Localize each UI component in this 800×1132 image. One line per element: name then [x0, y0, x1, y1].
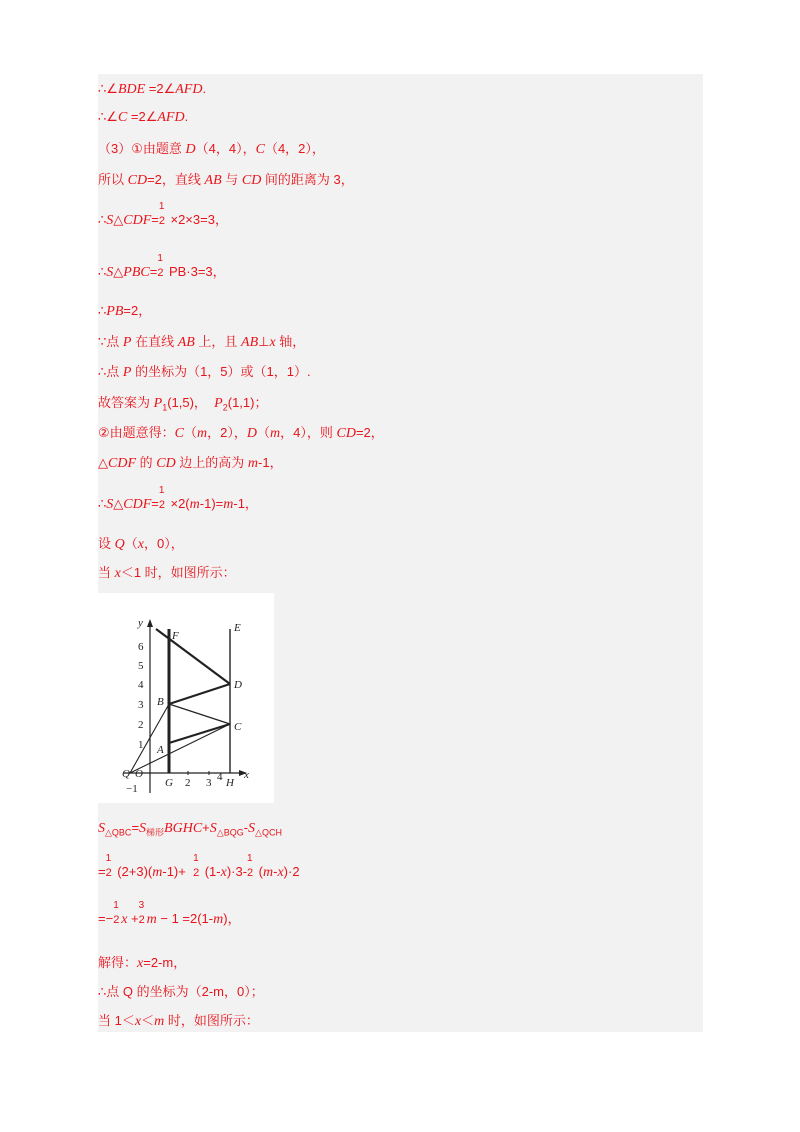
axis-label-y: y	[138, 617, 143, 629]
fraction-half: 1 2	[158, 201, 165, 227]
point-label-a: A	[157, 744, 164, 756]
point-label-h: H	[226, 777, 234, 789]
text-line-21: 当 1＜x＜m 时，如图所示：	[98, 1013, 259, 1029]
text-line-13: ∴S△CDF= 1 2 ×2(m-1)=m-1，	[98, 485, 258, 512]
x-tick-4: 4	[217, 771, 223, 783]
fraction-half: 1 2	[158, 485, 165, 511]
text-line-14: 设 Q（x，0），	[98, 536, 184, 552]
point-label-f: F	[172, 630, 179, 642]
y-tick-4: 4	[138, 679, 144, 691]
point-label-g: G	[165, 777, 173, 789]
text-line-7: ∴PB=2，	[98, 303, 152, 319]
y-tick-1: 1	[138, 739, 144, 751]
text-line-15: 当 x＜1 时，如图所示：	[98, 565, 236, 581]
text-line-12: △CDF 的 CD 边上的高为 m-1，	[98, 455, 283, 471]
text-line-20: ∴点 Q 的坐标为（2-m，0）；	[98, 984, 264, 999]
text-line-19: 解得：x=2-m，	[98, 955, 187, 971]
text-line-3: （3）①由题意 D（4，4），C（4，2），	[98, 141, 325, 157]
point-label-d: D	[234, 679, 242, 691]
fraction-half: 1 2	[113, 900, 120, 926]
text-line-16: $S_{\triangle QBC}=S_{梯形}BGHC+S_{\triangle BQG}-S_{\triangle QCH}$	[98, 820, 282, 838]
point-label-b: B	[157, 696, 164, 708]
text-line-18: =− 1 2 x + 3 2 m − 1 =2(1-m)，	[98, 900, 241, 927]
text-line-8: ∵点 P 在直线 AB 上，且 AB⊥x 轴，	[98, 334, 306, 350]
text-line-11: ②由题意得：C（m，2），D（m，4），则 CD=2，	[98, 425, 384, 441]
y-tick-6: 6	[138, 641, 144, 653]
text-line-10: 故答案为 $P_1(1,5)$， $P_2(1,1)$；	[98, 395, 268, 413]
point-label-c: C	[234, 721, 242, 733]
text-line-6: ∴S△PBC= 1 2 PB·3=3，	[98, 253, 226, 280]
point-label-q: Q	[122, 768, 130, 780]
y-tick-neg1: −1	[126, 783, 138, 795]
fraction-three-halves: 3 2	[138, 900, 145, 926]
y-tick-2: 2	[138, 719, 144, 731]
geometry-diagram	[98, 593, 274, 803]
x-tick-2: 2	[185, 777, 191, 789]
y-tick-3: 3	[138, 699, 144, 711]
text-line-2: ∴∠C =2∠AFD.	[98, 109, 189, 125]
fraction-half: 1 2	[247, 853, 254, 879]
fraction-half: 1 2	[193, 853, 200, 879]
text-line-17: = 1 2 (2+3)(m-1)+ 1 2 (1-x)·3- 1 2 (m-x)·2	[98, 853, 300, 880]
fraction-half: 1 2	[105, 853, 112, 879]
coordinate-figure	[98, 593, 274, 803]
text-line-4: 所以 CD=2，直线 AB 与 CD 间的距离为 3，	[98, 172, 354, 188]
axis-label-x: x	[244, 769, 249, 781]
text-line-5: ∴S△CDF= 1 2 ×2×3=3，	[98, 201, 228, 228]
point-label-e: E	[234, 622, 241, 634]
fraction-half: 1 2	[157, 253, 164, 279]
text-line-1: ∴∠BDE =2∠AFD.	[98, 81, 207, 97]
point-label-o: O	[135, 768, 143, 780]
x-tick-3: 3	[206, 777, 212, 789]
y-tick-5: 5	[138, 660, 144, 672]
text-line-9: ∴点 P 的坐标为（1，5）或（1，1）.	[98, 364, 311, 380]
